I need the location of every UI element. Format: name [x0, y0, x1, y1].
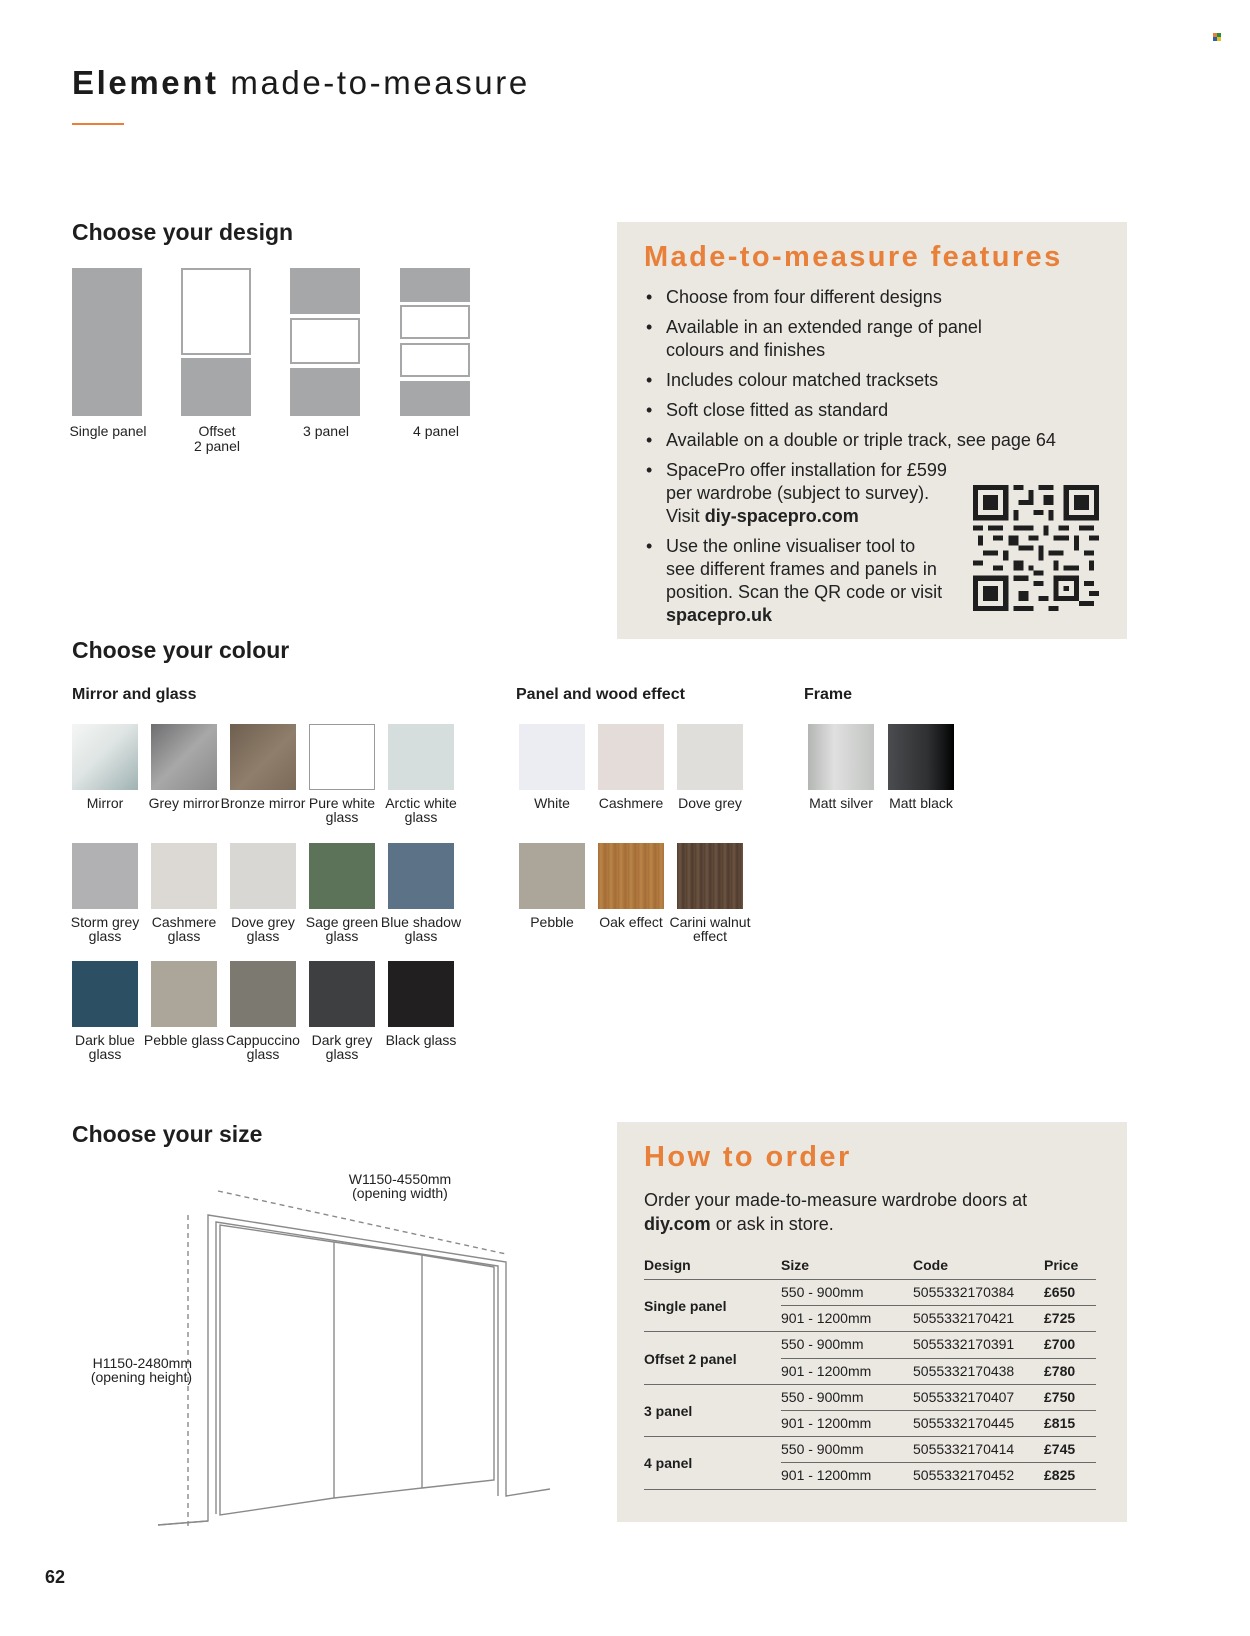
order-code: 5055332170452	[913, 1467, 1015, 1484]
swatch-label: Dark grey glass	[311, 1032, 373, 1062]
swatch-label: Carini walnut effect	[669, 914, 751, 944]
order-size: 901 - 1200mm	[781, 1467, 872, 1484]
door-panel	[400, 268, 470, 302]
swatch-matt-black[interactable]	[888, 724, 954, 790]
swatch-label: Cashmere	[598, 795, 664, 811]
table-rule	[644, 1384, 1096, 1385]
header-price: Price	[1044, 1257, 1079, 1273]
table-rule	[644, 1279, 1096, 1280]
swatch-sage-green-glass[interactable]	[309, 843, 375, 909]
door-left	[220, 1225, 334, 1515]
width-dimension-label: W1150-4550mm (opening width)	[348, 1171, 452, 1201]
order-price: £825	[1044, 1467, 1076, 1484]
swatch-pebble-glass[interactable]	[151, 961, 217, 1027]
feature-item: • Available in an extended range of panel colours and finishes	[644, 316, 994, 362]
design-single-panel	[69, 268, 147, 468]
features-box	[617, 222, 1127, 639]
swatch-label: Bronze mirror	[220, 795, 306, 811]
table-rule	[781, 1358, 1096, 1359]
door-right	[422, 1255, 494, 1488]
order-price: £700	[1044, 1336, 1076, 1353]
feature-item: • Includes colour matched tracksets	[644, 369, 994, 392]
visualiser-link[interactable]: spacepro.uk	[666, 605, 773, 625]
feature-item: • SpacePro offer installation for £599 per wardrobe (subject to survey). Visit diy-spacepro.com	[644, 459, 964, 528]
wardrobe-size-diagram	[150, 1175, 560, 1535]
swatch-label: Oak effect	[599, 914, 663, 930]
order-title: How to order	[644, 1141, 852, 1173]
swatch-label: Arctic white glass	[385, 795, 457, 825]
table-rule	[644, 1489, 1096, 1490]
order-size: 901 - 1200mm	[781, 1362, 872, 1379]
swatch-carini-walnut-effect[interactable]	[677, 843, 743, 909]
swatch-label: Pure white glass	[308, 795, 376, 825]
swatch-cashmere-glass[interactable]	[151, 843, 217, 909]
design-label: Single panel	[69, 423, 147, 439]
design-4-panel	[400, 268, 472, 468]
swatch-label: Sage green glass	[305, 914, 379, 944]
swatch-white[interactable]	[519, 724, 585, 790]
order-design-name: 3 panel	[644, 1403, 693, 1419]
swatch-label: Pebble	[530, 914, 574, 930]
door-panel	[181, 268, 251, 355]
order-table	[644, 1257, 1096, 1517]
order-link[interactable]: diy.com	[644, 1214, 711, 1234]
page-title	[72, 64, 530, 102]
order-price: £750	[1044, 1388, 1076, 1405]
order-design-name: Offset 2 panel	[644, 1350, 737, 1367]
order-price: £725	[1044, 1310, 1076, 1327]
order-size: 550 - 900mm	[781, 1388, 864, 1405]
swatch-oak-effect[interactable]	[598, 843, 664, 909]
swatch-arctic-white-glass[interactable]	[388, 724, 454, 790]
order-price: £780	[1044, 1362, 1076, 1379]
design-heading: Choose your design	[72, 219, 294, 245]
title-rest: made-to-measure	[230, 64, 530, 101]
swatch-pure-white-glass[interactable]	[309, 724, 375, 790]
swatch-pebble[interactable]	[519, 843, 585, 909]
install-link[interactable]: diy-spacepro.com	[704, 506, 859, 526]
header-size: Size	[781, 1257, 810, 1273]
order-design-name: Single panel	[644, 1298, 727, 1315]
order-code: 5055332170445	[913, 1415, 1015, 1431]
features-list	[644, 286, 1056, 634]
order-price: £745	[1044, 1441, 1076, 1458]
swatch-dove-grey[interactable]	[677, 724, 743, 790]
header-code: Code	[913, 1257, 948, 1273]
title-underline	[72, 123, 124, 125]
feature-item: • Available on a double or triple track, see page 64	[644, 429, 1084, 452]
swatch-matt-silver[interactable]	[808, 724, 874, 790]
feature-item: • Choose from four different designs	[644, 286, 994, 309]
door-panel	[181, 358, 251, 416]
order-code: 5055332170384	[913, 1284, 1015, 1300]
swatch-label: Blue shadow glass	[380, 914, 462, 944]
door-middle	[334, 1242, 422, 1498]
order-code: 5055332170391	[913, 1336, 1015, 1353]
order-size: 901 - 1200mm	[781, 1310, 872, 1327]
swatch-label: Cashmere glass	[151, 914, 217, 944]
feature-item: • Use the online visualiser tool to see different frames and panels in position. Scan the QR code or visit spacepro.uk	[644, 535, 944, 627]
swatch-label: Cappuccino glass	[226, 1032, 300, 1062]
page-number: 62	[45, 1567, 66, 1587]
swatch-label: White	[534, 795, 570, 811]
swatch-label: Black glass	[385, 1032, 457, 1048]
swatch-bronze-mirror[interactable]	[230, 724, 296, 790]
panel-wood-heading: Panel and wood effect	[516, 686, 685, 703]
door-panel	[290, 318, 360, 364]
swatch-label: Grey mirror	[148, 795, 220, 811]
table-rule	[781, 1462, 1096, 1463]
swatch-mirror[interactable]	[72, 724, 138, 790]
header-design: Design	[644, 1257, 691, 1273]
swatch-blue-shadow-glass[interactable]	[388, 843, 454, 909]
order-code: 5055332170407	[913, 1388, 1015, 1405]
swatch-label: Pebble glass	[143, 1032, 225, 1048]
order-box	[617, 1122, 1127, 1522]
qr-code-icon[interactable]	[973, 485, 1099, 611]
door-panel	[400, 343, 470, 377]
swatch-cashmere[interactable]	[598, 724, 664, 790]
swatch-label: Dove grey	[678, 795, 742, 811]
order-price: £815	[1044, 1415, 1076, 1431]
design-label	[162, 424, 272, 454]
order-size: 901 - 1200mm	[781, 1415, 872, 1431]
swatch-storm-grey-glass[interactable]	[72, 843, 138, 909]
order-code: 5055332170438	[913, 1362, 1015, 1379]
door-panel	[290, 368, 360, 416]
design-3-panel	[290, 268, 362, 468]
mirror-glass-heading: Mirror and glass	[72, 686, 197, 703]
table-rule	[644, 1436, 1096, 1437]
feature-item: • Soft close fitted as standard	[644, 399, 994, 422]
size-heading: Choose your size	[72, 1121, 263, 1147]
swatch-dark-blue-glass[interactable]	[72, 961, 138, 1027]
order-code: 5055332170414	[913, 1441, 1015, 1458]
table-rule	[781, 1305, 1096, 1306]
table-rule	[781, 1410, 1096, 1411]
table-rule	[644, 1331, 1096, 1332]
order-code: 5055332170421	[913, 1310, 1015, 1327]
swatch-dark-grey-glass[interactable]	[309, 961, 375, 1027]
swatch-label: Matt silver	[809, 795, 873, 811]
order-intro: Order your made-to-measure wardrobe doors at diy.com or ask in store.	[644, 1190, 1028, 1234]
swatch-label: Mirror	[86, 795, 124, 811]
door-panel	[400, 381, 470, 416]
order-size: 550 - 900mm	[781, 1441, 864, 1458]
door-panel	[290, 268, 360, 314]
swatch-label: Dove grey glass	[231, 914, 295, 944]
order-size: 550 - 900mm	[781, 1336, 864, 1353]
frame-heading: Frame	[804, 686, 853, 703]
design-label: 3 panel	[303, 423, 349, 439]
swatch-cappuccino-glass[interactable]	[230, 961, 296, 1027]
swatch-grey-mirror[interactable]	[151, 724, 217, 790]
swatch-dove-grey-glass[interactable]	[230, 843, 296, 909]
title-bold: Element	[72, 64, 219, 101]
order-size: 550 - 900mm	[781, 1284, 864, 1300]
features-title: Made-to-measure features	[644, 241, 1063, 273]
design-label-line2: 2 panel	[194, 438, 240, 454]
height-dimension-label: H1150-2480mm (opening height)	[90, 1355, 192, 1385]
swatch-black-glass[interactable]	[388, 961, 454, 1027]
swatch-label: Dark blue glass	[75, 1032, 135, 1062]
colour-heading: Choose your colour	[72, 637, 290, 663]
design-label-line1: Offset	[198, 423, 236, 439]
design-offset-2-panel	[181, 268, 253, 468]
door-panel	[72, 268, 142, 416]
swatch-label: Storm grey glass	[70, 914, 140, 944]
design-label: 4 panel	[413, 423, 459, 439]
order-design-name: 4 panel	[644, 1455, 693, 1472]
brand-logo-icon	[1213, 33, 1221, 41]
door-panel	[400, 305, 470, 339]
swatch-label: Matt black	[889, 795, 953, 811]
order-price: £650	[1044, 1284, 1076, 1300]
